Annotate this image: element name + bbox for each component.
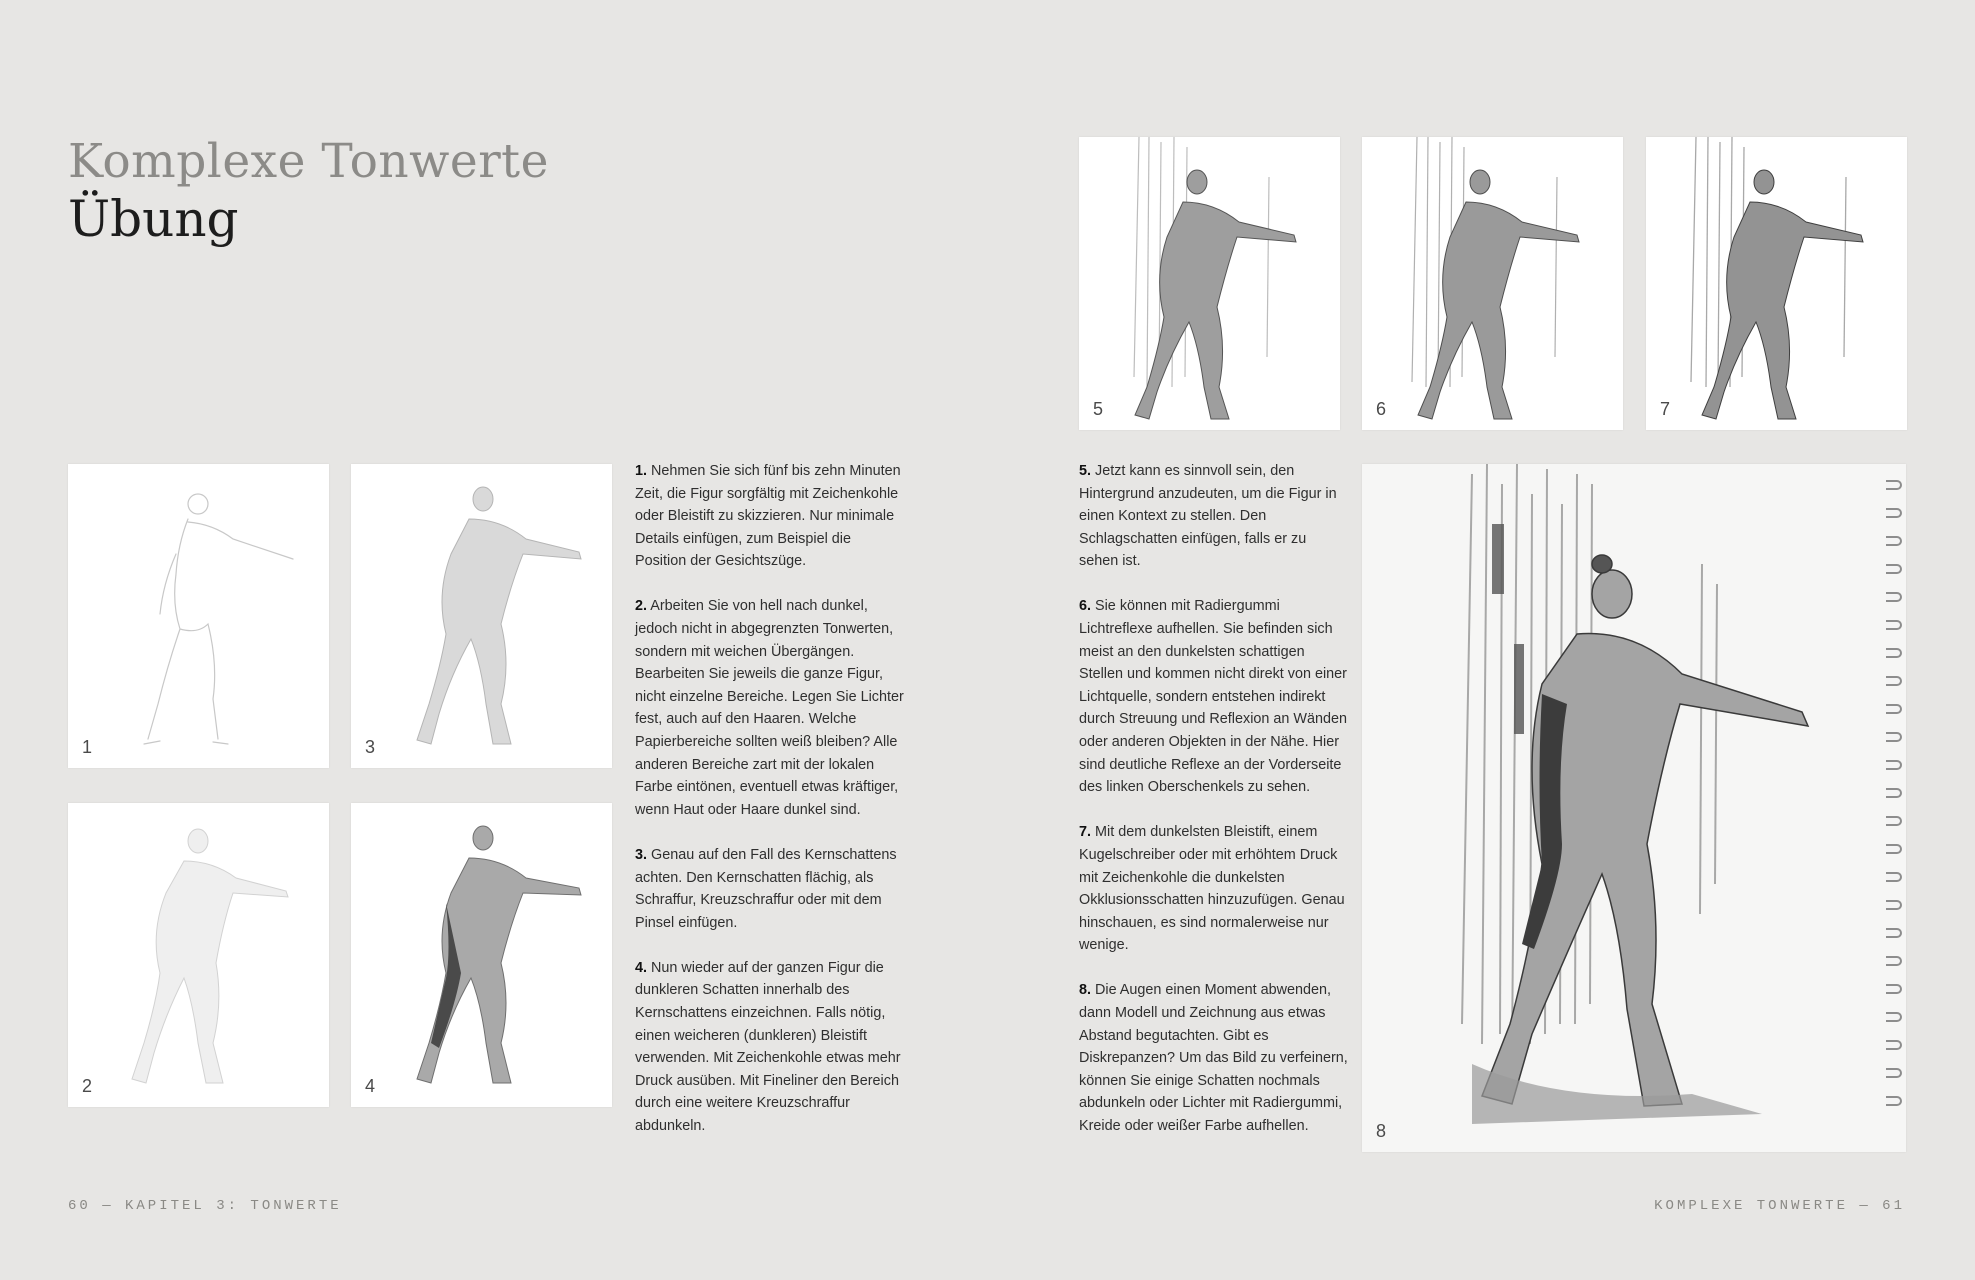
step-8: 8. Die Augen einen Moment abwenden, dann Modell und Zeichnung aus etwas Abstand begutachten. Gibt es Diskrepanzen? Um das Bild zu verfeinern, können Sie einige Schatten nochmals abdunkeln oder Lichter mit Radiergummi, Kreide oder weißer Farbe aufhellen.	[1079, 982, 1348, 1134]
step-1: 1. Nehmen Sie sich fünf bis zehn Minuten Zeit, die Figur sorgfältig mit Zeichenkohle oder Bleistift zu skizzieren. Nur minimale Details einfügen, zum Beispiel die Position der Gesichtszüge.	[635, 463, 901, 570]
spiral-ring	[1886, 984, 1902, 994]
step-3: 3. Genau auf den Fall des Kernschattens achten. Den Kernschatten flächig, als Schraffur, Kreuzschraffur oder mit dem Pinsel einfügen.	[635, 846, 897, 931]
spiral-ring	[1886, 788, 1902, 798]
figure-drawing-occlusion	[1646, 137, 1907, 430]
figure-number: 6	[1376, 399, 1387, 419]
spiral-ring	[1886, 732, 1902, 742]
figure-number: 7	[1660, 399, 1671, 419]
spiral-ring	[1886, 872, 1902, 882]
sketch-figure-4	[351, 803, 612, 1107]
figure-drawing-core-shadows	[351, 803, 612, 1107]
figure-number: 8	[1376, 1121, 1387, 1141]
spiral-ring	[1886, 1012, 1902, 1022]
spiral-ring	[1886, 648, 1902, 658]
figure-drawing-light-outline	[68, 464, 329, 768]
spiral-ring	[1886, 816, 1902, 826]
instructions-left	[635, 460, 905, 1160]
spiral-ring	[1886, 536, 1902, 546]
sketch-figure-8	[1362, 464, 1906, 1152]
sketch-figure-3	[351, 464, 612, 768]
spiral-ring	[1886, 760, 1902, 770]
step-4: 4. Nun wieder auf der ganzen Figur die dunkleren Schatten innerhalb des Kernschattens einzeichnen. Falls nötig, einen weicheren (dunkleren) Bleistift verwenden. Mit Zeichenkohle etwas mehr Druck ausüben. Mit Fineliner den Bereich durch eine weitere Kreuzschraffur abdunkeln.	[635, 959, 901, 1134]
sketch-figure-7	[1646, 137, 1907, 430]
spiral-ring	[1886, 900, 1902, 910]
step-2: 2. Arbeiten Sie von hell nach dunkel, jedoch nicht in abgegrenzten Tonwerten, sondern mit weichen Übergängen. Bearbeiten Sie jeweils die ganze Figur, nicht einzelne Bereiche. Legen Sie Lichter fest, auch auf den Haaren. Welche Papierbereiche sollten weiß bleiben? Alle anderen Bereiche zart mit der lokalen Farbe eintönen, eventuell etwas kräftiger, wenn Haut oder Haare dunkel sind.	[635, 598, 904, 818]
sketch-figure-6	[1362, 137, 1623, 430]
figure-number: 4	[365, 1076, 376, 1096]
spiral-ring	[1886, 592, 1902, 602]
page-title: Komplexe Tonwerte	[68, 134, 549, 189]
figure-drawing-light-wash	[68, 803, 329, 1107]
spiral-ring	[1886, 620, 1902, 630]
spiral-ring	[1886, 508, 1902, 518]
spiral-ring	[1886, 956, 1902, 966]
spiral-ring	[1886, 1040, 1902, 1050]
spiral-ring	[1886, 676, 1902, 686]
sketch-figure-1	[68, 464, 329, 768]
footer-right: KOMPLEXE TONWERTE — 61	[1654, 1198, 1905, 1214]
page-subtitle: Übung	[68, 190, 239, 248]
step-5: 5. Jetzt kann es sinnvoll sein, den Hintergrund anzudeuten, um die Figur in einen Kontext zu stellen. Den Schlagschatten einfügen, falls er zu sehen ist.	[1079, 463, 1337, 570]
figure-number: 3	[365, 737, 376, 757]
figure-drawing-final	[1362, 464, 1906, 1152]
spiral-ring	[1886, 1096, 1902, 1106]
figure-drawing-background	[1079, 137, 1340, 430]
spiral-ring	[1886, 928, 1902, 938]
figure-number: 5	[1093, 399, 1104, 419]
footer-left: 60 — KAPITEL 3: TONWERTE	[68, 1198, 342, 1214]
step-6: 6. Sie können mit Radiergummi Lichtreflexe aufhellen. Sie befinden sich meist an den dunkelsten schattigen Stellen und kommen nicht direkt von einer Lichtquelle, sondern entstehen indirekt durch Streuung und Reflexion an Wänden oder anderen Objekten in der Nähe. Hier sind deutliche Reflexe an der Vorderseite des linken Oberschenkels zu sehen.	[1079, 598, 1348, 796]
figure-drawing-reflections	[1362, 137, 1623, 430]
figure-drawing-midtones	[351, 464, 612, 768]
instructions-right	[1079, 460, 1349, 1160]
figure-number: 2	[82, 1076, 93, 1096]
sketch-figure-2	[68, 803, 329, 1107]
sketch-figure-5	[1079, 137, 1340, 430]
spiral-ring	[1886, 480, 1902, 490]
spiral-ring	[1886, 844, 1902, 854]
spiral-binding	[1886, 480, 1906, 1120]
spiral-ring	[1886, 1068, 1902, 1078]
spiral-ring	[1886, 704, 1902, 714]
figure-number: 1	[82, 737, 93, 757]
step-7: 7. Mit dem dunkelsten Bleistift, einem Kugelschreiber oder mit erhöhtem Druck mit Zeichenkohle die dunkelsten Okklusionsschatten hinzuzufügen. Genau hinschauen, es sind normalerweise nur wenige.	[1079, 824, 1345, 954]
spiral-ring	[1886, 564, 1902, 574]
